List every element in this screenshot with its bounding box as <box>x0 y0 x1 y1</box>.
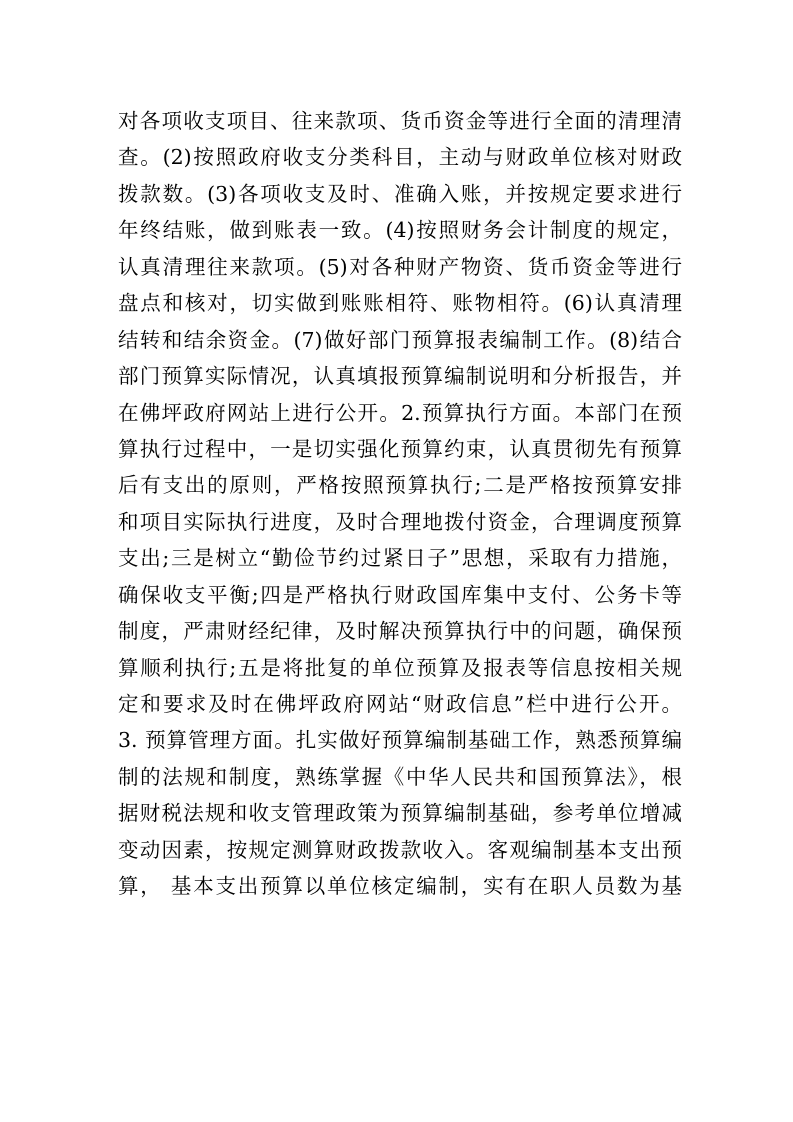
text-line: 部门预算实际情况，认真填报预算编制说明和分析报告，并 <box>118 364 682 389</box>
text-line: 算执行过程中，一是切实强化预算约束，认真贯彻先有预算 <box>118 436 682 461</box>
text-line: 查。(2)按照政府收支分类科目，主动与财政单位核对财政 <box>118 145 682 170</box>
text-line: 确保收支平衡;四是严格执行财政国库集中支付、公务卡等 <box>118 582 682 607</box>
text-line: 认真清理往来款项。(5)对各种财产物资、货币资金等进行 <box>118 254 682 279</box>
body-text <box>118 103 682 905</box>
text-line: 后有支出的原则，严格按照预算执行;二是严格按预算安排 <box>118 473 682 498</box>
text-line: 算， 基本支出预算以单位核定编制，实有在职人员数为基 <box>118 874 682 899</box>
text-line: 制的法规和制度，熟练掌握《中华人民共和国预算法》，根 <box>118 764 682 789</box>
text-line: 在佛坪政府网站上进行公开。2.预算执行方面。本部门在预 <box>118 400 682 425</box>
text-line: 3. 预算管理方面。扎实做好预算编制基础工作，熟悉预算编 <box>118 728 682 753</box>
text-line: 定和要求及时在佛坪政府网站“财政信息”栏中进行公开。 <box>118 692 682 716</box>
text-line: 变动因素，按规定测算财政拨款收入。客观编制基本支出预 <box>118 837 682 862</box>
text-line: 年终结账，做到账表一致。(4)按照财务会计制度的规定， <box>118 218 682 243</box>
text-line: 制度，严肃财经纪律，及时解决预算执行中的问题，确保预 <box>118 619 682 644</box>
text-line: 结转和结余资金。(7)做好部门预算报表编制工作。(8)结合 <box>118 327 682 352</box>
text-line: 支出;三是树立“勤俭节约过紧日子”思想，采取有力措施， <box>118 546 682 571</box>
text-line: 对各项收支项目、往来款项、货币资金等进行全面的清理清 <box>118 109 682 133</box>
text-line: 据财税法规和收支管理政策为预算编制基础，参考单位增减 <box>118 801 682 826</box>
text-line: 和项目实际执行进度，及时合理地拨付资金，合理调度预算 <box>118 509 682 534</box>
text-line: 盘点和核对，切实做到账账相符、账物相符。(6)认真清理 <box>118 291 682 316</box>
text-line: 拨款数。(3)各项收支及时、准确入账，并按规定要求进行 <box>118 181 682 206</box>
text-line: 算顺利执行;五是将批复的单位预算及报表等信息按相关规 <box>118 655 682 680</box>
